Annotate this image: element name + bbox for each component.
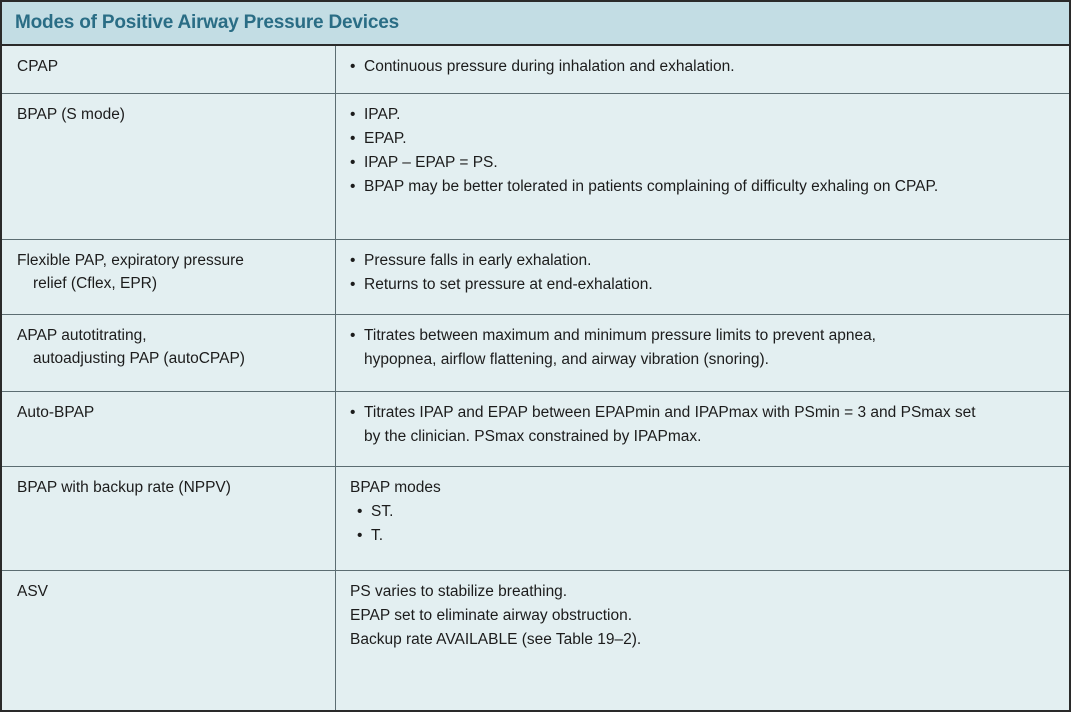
mode-name-continued: relief (Cflex, EPR) xyxy=(33,275,158,292)
mode-name: ASV xyxy=(17,583,49,600)
bullet-dot: • xyxy=(350,404,356,421)
bullet-dot: • xyxy=(350,252,356,269)
description-line: Backup rate AVAILABLE (see Table 19–2). xyxy=(350,631,642,648)
description-line: PS varies to stabilize breathing. xyxy=(350,583,568,600)
mode-cell xyxy=(2,94,336,239)
bullet-dot: • xyxy=(350,276,356,293)
table-row-auto-bpap xyxy=(2,392,1069,467)
mode-name: CPAP xyxy=(17,58,59,75)
mode-name: BPAP with backup rate (NPPV) xyxy=(17,479,231,496)
sub-bullet-item: • T. xyxy=(350,524,1059,548)
table-row-flexible-pap xyxy=(2,240,1069,315)
description-cell xyxy=(336,467,1069,570)
sub-bullet-item: • ST. xyxy=(350,500,1059,524)
bullet-dot: • xyxy=(350,327,356,344)
description-line: EPAP set to eliminate airway obstruction. xyxy=(350,607,633,624)
mode-cell xyxy=(2,240,336,314)
description-cell xyxy=(336,571,1069,712)
description-cell xyxy=(336,315,1069,391)
bullet-dot: • xyxy=(350,154,356,171)
mode-cell xyxy=(2,571,336,712)
bullet-dot: • xyxy=(357,527,363,544)
bullet-item: • IPAP – EPAP = PS. xyxy=(350,151,1059,175)
bullet-item: • Titrates IPAP and EPAP between EPAPmin and IPAPmax with PSmin = 3 and PSmax set by the clinician. PSmax constrained by IPAPmax. xyxy=(350,401,1059,449)
bullet-dot: • xyxy=(350,58,356,75)
mode-cell xyxy=(2,46,336,93)
mode-cell xyxy=(2,392,336,466)
table-row-bpap-backup xyxy=(2,467,1069,571)
description-cell xyxy=(336,46,1069,93)
table-row-asv xyxy=(2,571,1069,712)
table-title: Modes of Positive Airway Pressure Devices xyxy=(15,12,399,33)
mode-name: BPAP (S mode) xyxy=(17,106,125,123)
mode-name: Auto-BPAP xyxy=(17,404,95,421)
table-row-apap xyxy=(2,315,1069,392)
description-cell xyxy=(336,94,1069,239)
bullet-item: • IPAP. xyxy=(350,103,1059,127)
table-row-bpap-s xyxy=(2,94,1069,240)
bullet-item: • BPAP may be better tolerated in patients complaining of difficulty exhaling on CPAP. xyxy=(350,175,1059,199)
bullet-item: • EPAP. xyxy=(350,127,1059,151)
table-row-cpap xyxy=(2,46,1069,94)
bullet-dot: • xyxy=(350,130,356,147)
mode-cell xyxy=(2,467,336,570)
bullet-item: • Continuous pressure during inhalation and exhalation. xyxy=(350,55,1059,79)
description-intro: BPAP modes xyxy=(350,479,441,496)
mode-name: APAP autotitrating, xyxy=(17,327,147,344)
mode-name-continued: autoadjusting PAP (autoCPAP) xyxy=(33,350,245,367)
bullet-dot: • xyxy=(357,503,363,520)
description-cell xyxy=(336,240,1069,314)
mode-name: Flexible PAP, expiratory pressure xyxy=(17,252,244,269)
bullet-dot: • xyxy=(350,178,356,195)
bullet-item: • Pressure falls in early exhalation. xyxy=(350,249,1059,273)
bullet-dot: • xyxy=(350,106,356,123)
bullet-item: • Returns to set pressure at end-exhalation. xyxy=(350,273,1059,297)
table-header xyxy=(2,0,1069,46)
description-cell xyxy=(336,392,1069,466)
bullet-item: • Titrates between maximum and minimum pressure limits to prevent apnea, hypopnea, airflow flattening, and airway vibration (snoring). xyxy=(350,324,1059,372)
mode-cell xyxy=(2,315,336,391)
